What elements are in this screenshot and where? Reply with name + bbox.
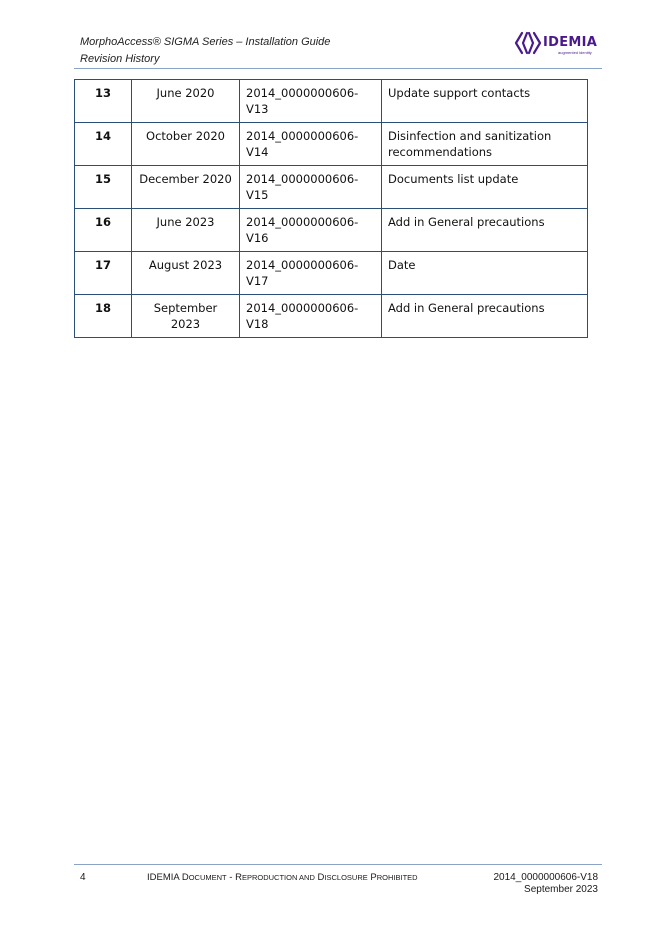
revision-version: 17: [75, 252, 132, 295]
header-document-title: MorphoAccess® SIGMA Series – Installation Guide: [80, 36, 331, 48]
revision-description: Add in General precautions: [382, 209, 588, 252]
header-divider: [74, 68, 602, 69]
revision-version: 16: [75, 209, 132, 252]
revision-reference: 2014_0000000606-V13: [240, 80, 382, 123]
table-row: [75, 295, 588, 338]
idemia-logo: [514, 30, 604, 58]
footer-document-reference: 2014_0000000606-V18: [493, 872, 598, 883]
revision-date: October 2020: [132, 123, 240, 166]
table-row: [75, 209, 588, 252]
revision-reference: 2014_0000000606-V16: [240, 209, 382, 252]
revision-reference: 2014_0000000606-V14: [240, 123, 382, 166]
revision-version: 14: [75, 123, 132, 166]
table-row: [75, 123, 588, 166]
revision-date: December 2020: [132, 166, 240, 209]
revision-description: Date: [382, 252, 588, 295]
table-row: [75, 252, 588, 295]
footer-divider: [74, 864, 602, 865]
revision-description: Add in General precautions: [382, 295, 588, 338]
logo-wordmark: IDEMIA: [543, 35, 598, 50]
idemia-chevrons-icon: [514, 31, 542, 55]
revision-description: Disinfection and sanitization recommendations: [382, 123, 588, 166]
revision-reference: 2014_0000000606-V18: [240, 295, 382, 338]
revision-version: 15: [75, 166, 132, 209]
revision-version: 18: [75, 295, 132, 338]
revision-version: 13: [75, 80, 132, 123]
table-row: [75, 80, 588, 123]
footer-document-date: September 2023: [524, 884, 598, 895]
revision-description: Update support contacts: [382, 80, 588, 123]
footer-confidentiality-notice: IDEMIA DOCUMENT - REPRODUCTION AND DISCLOSURE PROHIBITED: [147, 872, 418, 883]
revision-history-table: [74, 79, 588, 338]
header-section-title: Revision History: [80, 53, 160, 65]
revision-date: June 2023: [132, 209, 240, 252]
revision-description: Documents list update: [382, 166, 588, 209]
revision-reference: 2014_0000000606-V17: [240, 252, 382, 295]
table-row: [75, 166, 588, 209]
footer-page-number: 4: [80, 872, 86, 883]
revision-date: August 2023: [132, 252, 240, 295]
logo-tagline: augmented identity: [558, 50, 592, 55]
revision-date: September 2023: [132, 295, 240, 338]
revision-date: June 2020: [132, 80, 240, 123]
revision-reference: 2014_0000000606-V15: [240, 166, 382, 209]
